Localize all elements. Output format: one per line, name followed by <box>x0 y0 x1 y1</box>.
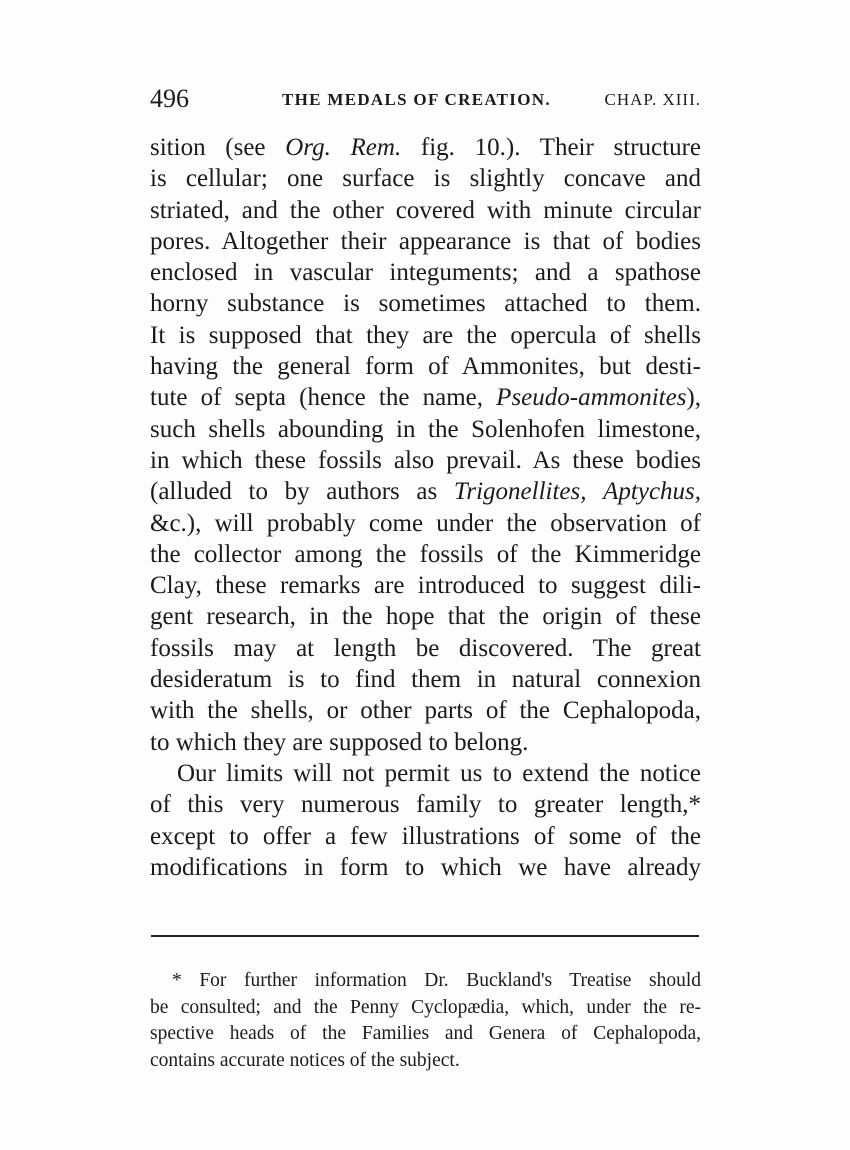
text-line: modifications in form to which we have already <box>150 853 701 881</box>
text-line: enclosed in vascular integuments; and a spathose <box>150 259 701 287</box>
text-line: except to offer a few illustrations of some of the <box>150 822 701 850</box>
text-line: fossils may at length be discovered. The great <box>150 634 701 662</box>
text-line: striated, and the other covered with minute circular <box>150 196 701 224</box>
running-title: THE MEDALS OF CREATION. <box>282 90 551 109</box>
text-line: in which these fossils also prevail. As these bodies <box>150 446 701 474</box>
chapter-label: CHAP. XIII. <box>604 90 701 109</box>
text-line: of this very numerous family to greater length,* <box>150 791 701 819</box>
paragraph-start-line: Our limits will not permit us to extend the notice <box>177 759 701 787</box>
text-line: having the general form of Ammonites, but desti- <box>150 353 701 381</box>
text-line: with the shells, or other parts of the Cephalopoda, <box>150 697 701 725</box>
body-text <box>150 132 701 883</box>
text-line: It is supposed that they are the opercula of shells <box>150 321 701 349</box>
footnote-line: spective heads of the Families and Genera of Cephalopoda, <box>150 1023 701 1044</box>
text-line: (alluded to by authors as Trigonellites, Aptychus, <box>150 478 701 506</box>
text-line: gent research, in the hope that the origin of these <box>150 603 701 631</box>
running-header <box>150 84 701 116</box>
page-number: 496 <box>150 84 189 113</box>
text-line: desideratum is to find them in natural connexion <box>150 666 701 694</box>
text-line: is cellular; one surface is slightly concave and <box>150 165 701 193</box>
text-line: Clay, these remarks are introduced to suggest dili- <box>150 572 701 600</box>
text-line: such shells abounding in the Solenhofen limestone, <box>150 415 701 443</box>
footnote <box>150 968 701 1074</box>
footnote-line: * For further information Dr. Buckland's Treatise should <box>172 970 701 991</box>
footnote-line: contains accurate notices of the subject. <box>150 1049 460 1071</box>
text-line: sition (see Org. Rem. fig. 10.). Their structure <box>150 134 701 161</box>
text-line: &c.), will probably come under the observation of <box>150 509 701 537</box>
footnote-line: be consulted; and the Penny Cyclopædia, which, under the re- <box>150 996 701 1018</box>
text-line: the collector among the fossils of the Kimmeridge <box>150 540 701 568</box>
text-line: pores. Altogether their appearance is that of bodies <box>150 227 701 255</box>
paragraph-end-line: to which they are supposed to belong. <box>150 728 529 756</box>
text-line: horny substance is sometimes attached to them. <box>150 290 701 318</box>
footnote-rule <box>151 935 699 937</box>
text-line: tute of septa (hence the name, Pseudo-ammonites), <box>150 384 701 412</box>
